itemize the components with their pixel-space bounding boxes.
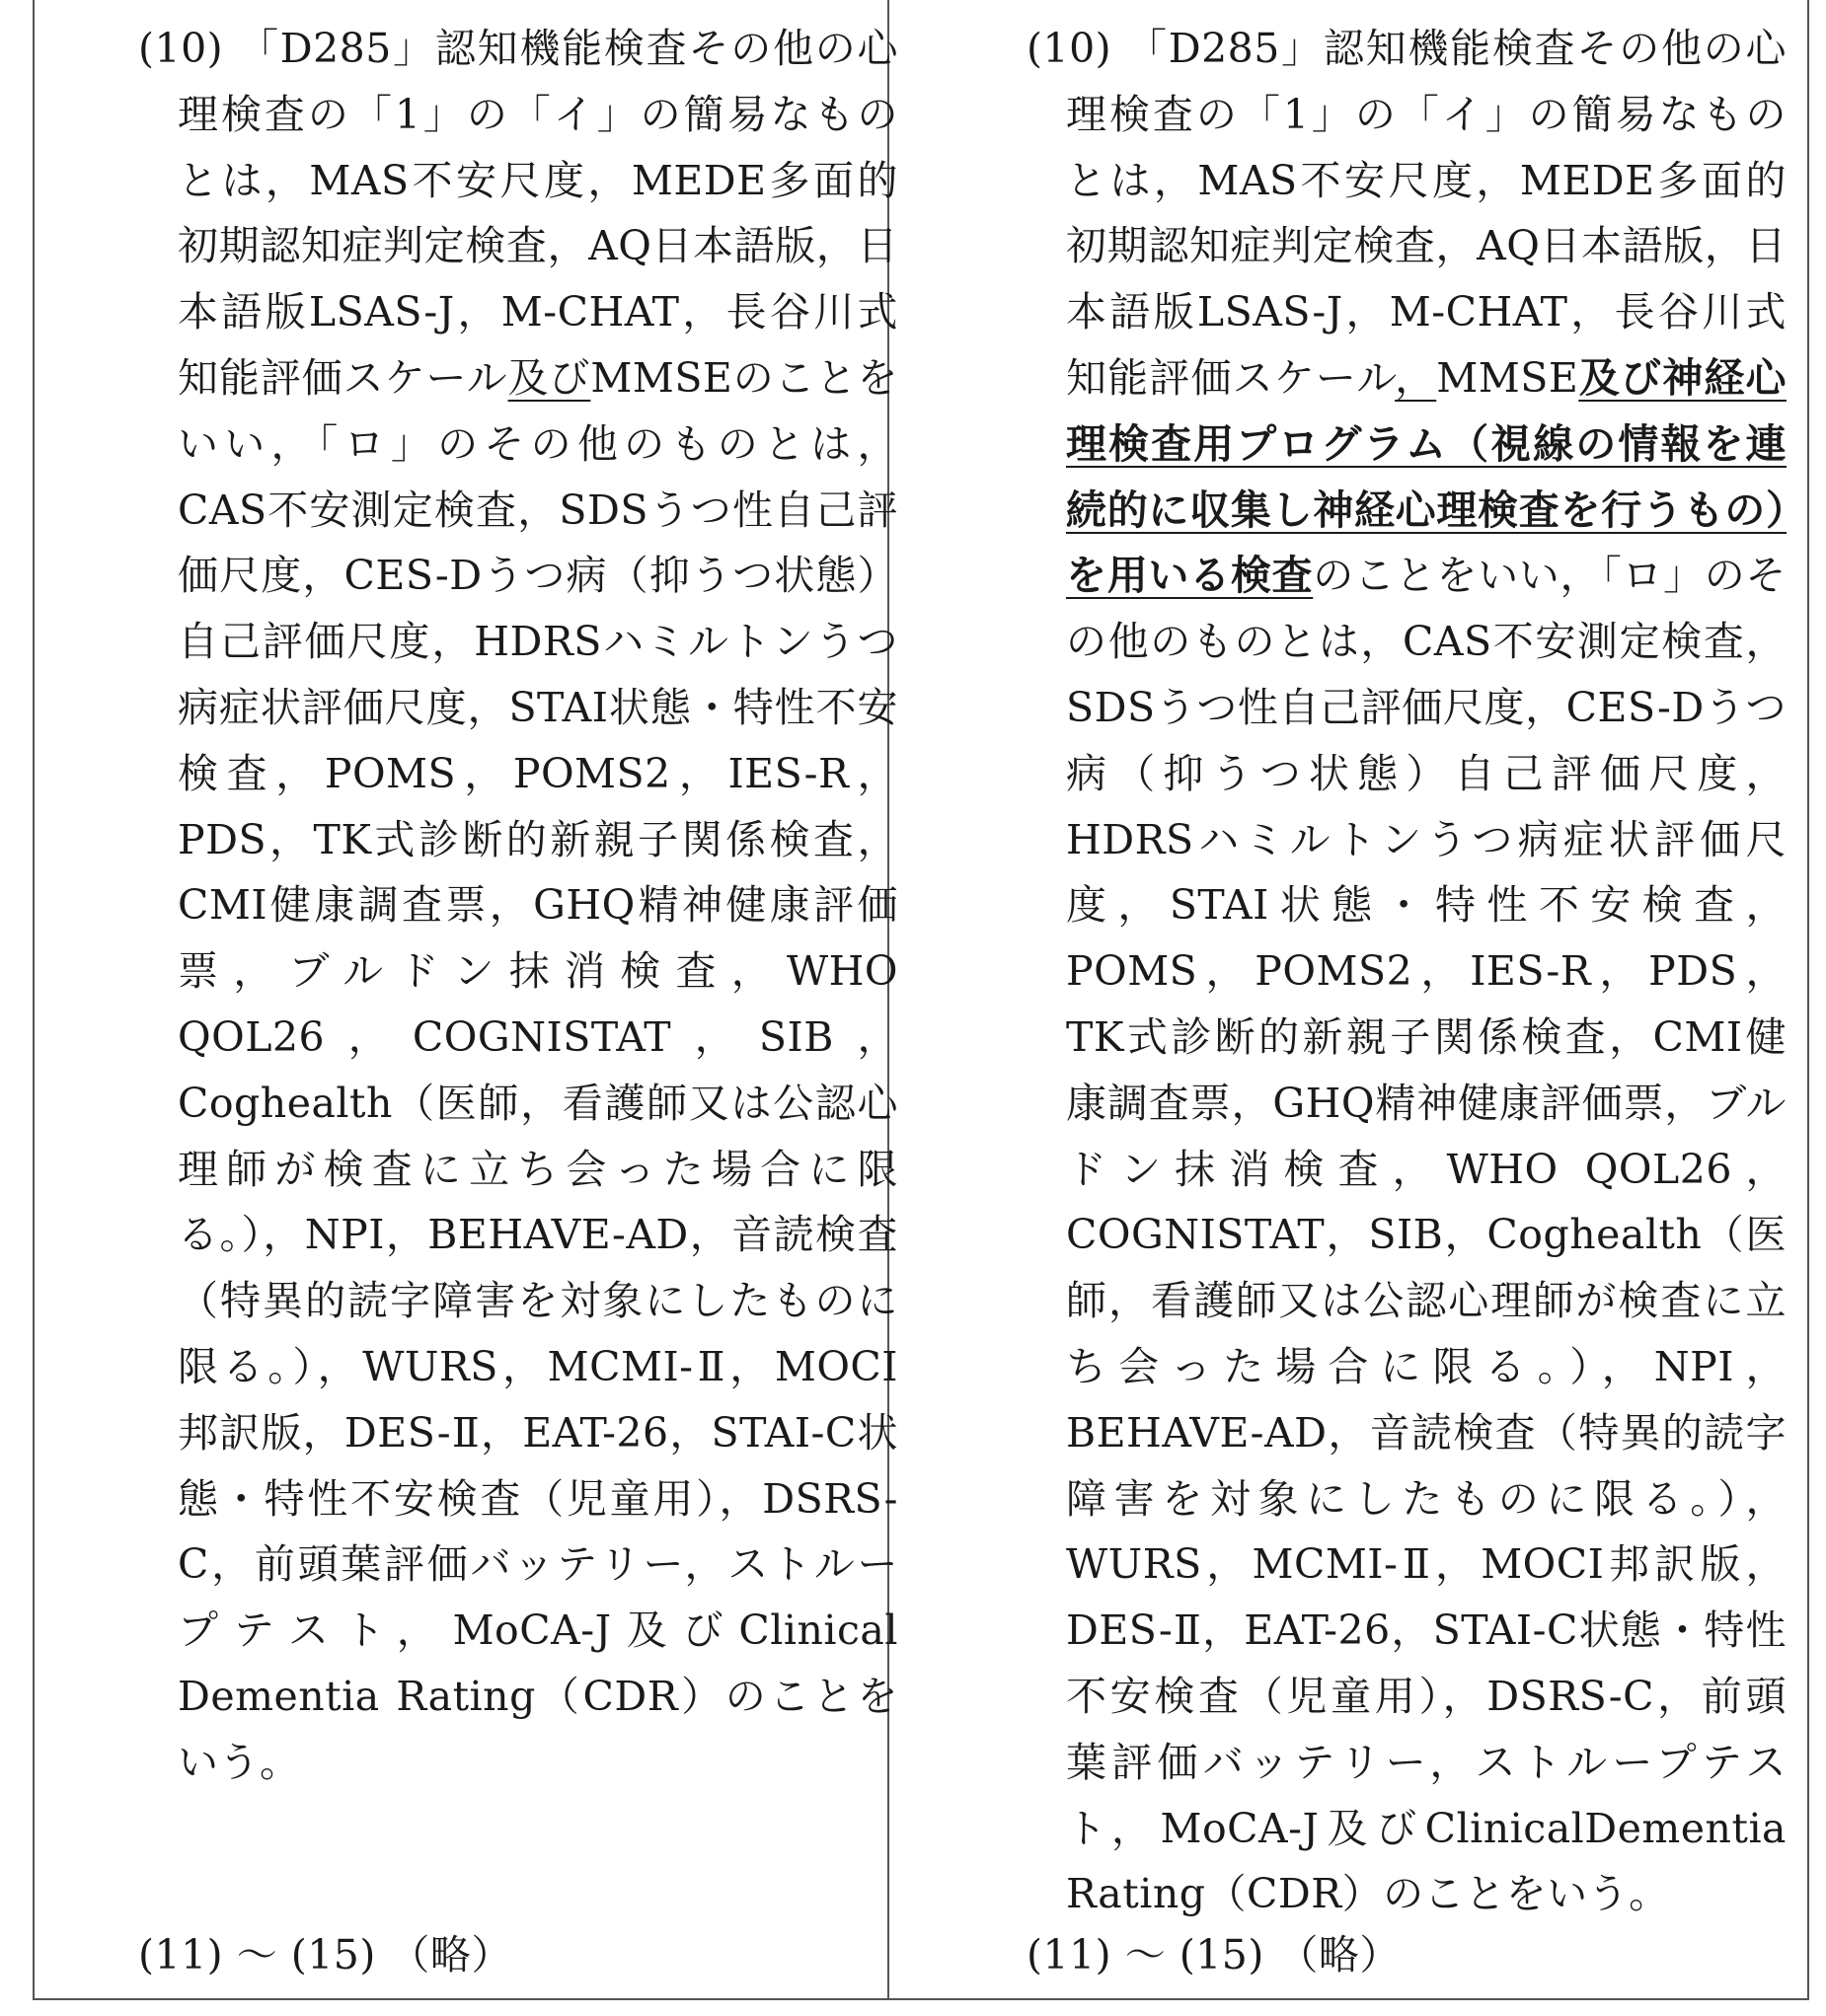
- right-underlined-comma: ，: [1395, 353, 1437, 402]
- left-underlined-text: 及び: [507, 353, 591, 402]
- left-column: [138, 16, 898, 1796]
- right-bold-underlined-text: 及び神経心理検査用プログラム（視線の情報を連続的に収集し神経心理検査を行うもの）を用いる検査: [1066, 353, 1788, 600]
- right-item-text-before: (10) 「D285」認知機能検査その他の心理検査の「1」の「イ」の簡易なものとは，MAS不安尺度，MEDE多面的初期認知症判定検査，AQ日本語版，日本語版LSAS-J，M-CHAT，長谷川式知能評価スケール: [1027, 25, 1787, 402]
- right-column: [1027, 16, 1787, 1927]
- right-text-mid: MMSE: [1436, 353, 1579, 402]
- left-item-10: [138, 16, 898, 1796]
- right-omitted-items: (11) ～ (15) （略）: [1027, 1931, 1401, 1979]
- right-item-10: [1027, 16, 1787, 1927]
- left-item-text-after: MMSEのことをいい，「ロ」のその他のものとは，CAS不安測定検査，SDSうつ性自己評価尺度，CES-Dうつ病（抑うつ状態）自己評価尺度，HDRSハミルトンうつ病症状評価尺度，STAI状態・特性不安検査，POMS，POMS2，IES-R，PDS，TK式診断的新親子関係検査，CMI健康調査票，GHQ精神健康評価票，ブルドン抹消検査，WHO QOL26，COGNISTAT，SIB，Coghealth（医師，看護師又は公認心理師が検査に立ち会った場合に限る。），NPI，BEHAVE-AD，音読検査（特異的読字障害を対象にしたものに限る。），WURS，MCMI-Ⅱ，MOCI邦訳版，DES-Ⅱ，EAT-26，STAI-C状態・特性不安検査（児童用），DSRS-C，前頭葉評価バッテリー，ストループテスト，MoCA-J及びClinical Dementia Rating（CDR）のことをいう。: [178, 353, 899, 1786]
- left-omitted-items: (11) ～ (15) （略）: [138, 1931, 512, 1979]
- left-item-text-before: (10) 「D285」認知機能検査その他の心理検査の「1」の「イ」の簡易なものとは，MAS不安尺度，MEDE多面的初期認知症判定検査，AQ日本語版，日本語版LSAS-J，M-CHAT，長谷川式知能評価スケール: [138, 25, 898, 402]
- right-item-text-after: のことをいい，「ロ」のその他のものとは，CAS不安測定検査，SDSうつ性自己評価尺度，CES-Dうつ病（抑うつ状態）自己評価尺度，HDRSハミルトンうつ病症状評価尺度，STAI状態・特性不安検査，POMS，POMS2，IES-R，PDS，TK式診断的新親子関係検査，CMI健康調査票，GHQ精神健康評価票，ブルドン抹消検査，WHO QOL26，COGNISTAT，SIB，Coghealth（医師，看護師又は公認心理師が検査に立ち会った場合に限る。），NPI，BEHAVE-AD，音読検査（特異的読字障害を対象にしたものに限る。），WURS，MCMI-Ⅱ，MOCI邦訳版，DES-Ⅱ，EAT-26，STAI-C状態・特性不安検査（児童用），DSRS-C，前頭葉評価バッテリー，ストループテスト，MoCA-J及びClinicalDementia Rating（CDR）のことをいう。: [1066, 552, 1788, 1918]
